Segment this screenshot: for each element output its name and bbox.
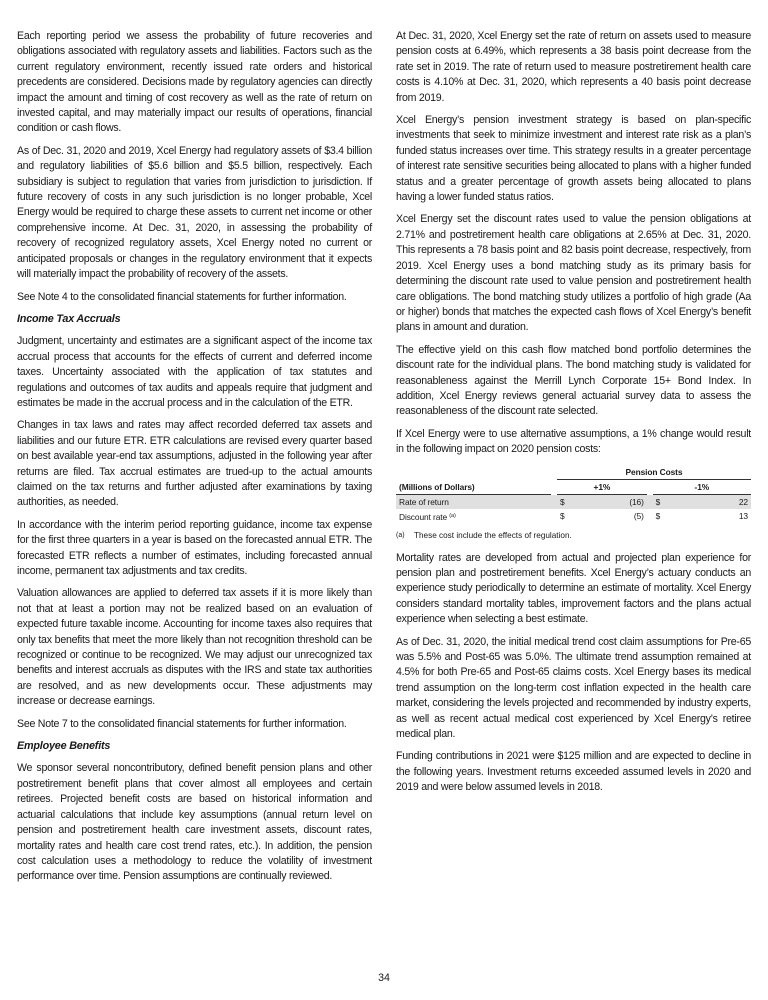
paragraph-funding-contributions: Funding contributions in 2021 were $125 million and are expected to decline in the following years. Investment returns exceeded assumed levels in 2020 and 2019 and were below assumed levels in 2018.	[396, 750, 751, 794]
heading-income-tax-accruals: Income Tax Accruals	[17, 312, 121, 325]
paragraph-regulatory-assessment: Each reporting period we assess the probability of future recoveries and obligations associated with regulatory assets and liabilities. Factors such as the current regulatory environment, recently issued rate orders and historical precedents are considered. Decisions made by regulatory agencies can directly impact the amount and timing of cost recovery as well as the rate of return on invested capital, and may materially impact our results of operations, financial condition or cash flows.	[17, 30, 372, 135]
paragraph-regulatory-assets: As of Dec. 31, 2020 and 2019, Xcel Energy had regulatory assets of $3.4 billion and regulatory liabilities of $5.6 billion and $5.5 billion, respectively. Each subsidiary is subject to regulation that varies from jurisdiction to jurisdiction. If future recovery of costs in any such jurisdiction is no longer probable, Xcel Energy would be required to charge these assets to current net income or other comprehensive income. At Dec. 31, 2020, in assessing the probability of recovery of recognized regulatory assets, Xcel Energy noted no current or anticipated proposals or changes in the regulatory environment that it expects will materially impact the probability of recovery of the assets.	[17, 144, 372, 281]
table-column-header-row	[396, 480, 751, 495]
footnote-ref: (a)	[449, 512, 456, 519]
paragraph-discount-rates: Xcel Energy set the discount rates used to value the pension obligations at 2.71% and postretirement health care obligations at 2.65% at Dec. 31, 2020. This represents a 78 basis point and 82 basis point decrease, respectively, from 2019. Xcel Energy uses a bond matching study as its primary basis for determining the discount rate used to value pension and postretirement health care obligations. The bond matching study utilizes a portfolio of high grade (Aa or higher) bonds that matches the expected cash flows of Xcel Energy’s benefit plans in amount and duration.	[396, 213, 751, 334]
row-label: Discount rate $^{(a)}$	[399, 511, 456, 522]
currency-symbol: $	[655, 511, 661, 522]
table-row	[396, 509, 751, 524]
paragraph-rate-of-return: At Dec. 31, 2020, Xcel Energy set the rate of return on assets used to measure pension costs at 6.49%, which represents a 38 basis point decrease from the rate set in 2019. The rate of return used to measure postretirement health care costs is 4.10% at Dec. 31, 2020, which represents a 40 basis point decrease from 2019.	[396, 30, 751, 104]
row-label: Rate of return	[396, 495, 551, 509]
footnote-text: These cost include the effects of regulation.	[414, 530, 572, 540]
paragraph-valuation-allowances: Valuation allowances are applied to deferred tax assets if it is more likely than not that at least a portion may not be realized based on an evaluation of expected future taxable income. Accounting for income taxes also requires that only tax benefits that meet the more likely than not recognition threshold can be recognized or continue to be recognized. We may adjust our unrecognized tax benefits and interest accruals as disputes with the IRS and state tax authorities are resolved, and as new developments occur. These adjustments may increase or decrease earnings.	[17, 587, 372, 708]
currency-symbol: $	[653, 495, 669, 509]
footnote-mark: (a)	[396, 531, 405, 539]
paragraph-see-note-4: See Note 4 to the consolidated financial statements for further information.	[17, 290, 347, 303]
paragraph-medical-trend: As of Dec. 31, 2020, the initial medical trend cost claim assumptions for Pre-65 was 5.5% and Post-65 was 5.0%. The ultimate trend assumption remained at 4.5% for both Pre-65 and Post-65 claims costs. Xcel Energy bases its medical trend assumption on the long-term cost inflation expected in the health care market, considering the levels projected and recommended by industry experts, as well as recent actual medical cost experienced by Xcel Energy’s retiree medical plan.	[396, 635, 751, 741]
heading-employee-benefits: Employee Benefits	[17, 740, 111, 753]
paragraph-investment-strategy: Xcel Energy’s pension investment strategy is based on plan-specific investments that seek to minimize investment and interest rate risk as a plan’s funded status increases over time. This strategy results in a greater percentage of interest rate sensitive securities being allocated to plans with a higher funded status and a greater percentage of growth assets being allocated to plans having a lower funded status ratios.	[396, 114, 751, 204]
millions-of-dollars-header: (Millions of Dollars)	[396, 480, 551, 495]
minus-one-value: 13	[738, 511, 748, 522]
plus-one-percent-header: +1%	[557, 480, 647, 495]
pension-costs-table	[396, 465, 751, 524]
table-group-header-row	[396, 465, 751, 480]
minus-one-percent-header: -1%	[653, 480, 751, 495]
right-column	[396, 29, 751, 803]
minus-one-value: 22	[668, 495, 751, 509]
left-column	[17, 29, 372, 892]
paragraph-tax-judgment: Judgment, uncertainty and estimates are a significant aspect of the income tax accrual process that accounts for the effects of current and deferred income taxes. Uncertainty associated with the application of tax statutes and regulations and outcomes of tax audits and appeals require that judgment and estimates be made in the accrual process and in the calculation of the ETR.	[17, 335, 372, 409]
page-number: 34	[378, 972, 390, 984]
currency-symbol: $	[559, 511, 565, 522]
paragraph-tax-law-changes: Changes in tax laws and rates may affect recorded deferred tax assets and liabilities and our future ETR. ETR calculations are revised every quarter based on best available year-end tax assumptions, adjusted in the following year after returns are filed. Tax accrual estimates are trued-up to the actual amounts claimed on the tax returns and further adjusted after examinations by taxing authorities, as needed.	[17, 419, 372, 509]
currency-symbol: $	[557, 495, 573, 509]
paragraph-mortality-rates: Mortality rates are developed from actual and projected plan experience for pension plan and postretirement benefits. Xcel Energy’s actuary conducts an experience study periodically to determine an estimate of mortality. Xcel Energy considers standard mortality tables, improvement factors and the plans actual experience when selecting a best estimate.	[396, 551, 751, 626]
pension-costs-header: Pension Costs	[557, 465, 751, 480]
plus-one-value: (16)	[573, 495, 647, 509]
paragraph-alternative-assumptions: If Xcel Energy were to use alternative assumptions, a 1% change would result in the following impact on 2020 pension costs:	[396, 427, 751, 456]
paragraph-effective-yield: The effective yield on this cash flow matched bond portfolio determines the discount rate for the individual plans. The bond matching study is validated for reasonableness against the Merrill Lynch Corporate 15+ Bond Index. In addition, Xcel Energy reviews general actuarial survey data to assess the reasonableness of the discount rate selected.	[396, 343, 751, 418]
paragraph-see-note-7: See Note 7 to the consolidated financial statements for further information.	[17, 717, 347, 730]
paragraph-interim-reporting: In accordance with the interim period reporting guidance, income tax expense for the first three quarters in a year is based on the forecasted annual ETR. The forecasted ETR reflects a number of estimates, including forecasted annual income, permanent tax adjustments and tax credits.	[17, 518, 372, 577]
paragraph-benefit-plans: We sponsor several noncontributory, defined benefit pension plans and other postretirement benefit plans that cover almost all employees and certain retirees. Projected benefit costs are based on historical information and actuarial calculations that include key assumptions (annual return level on pension and postretirement health care investment assets, discount rates, mortality rates and health care cost trend rates, etc.). In addition, the pension cost calculation uses a methodology to reduce the volatility of investment performance over time. Pension assumptions are continually reviewed.	[17, 762, 372, 883]
plus-one-value: (5)	[633, 511, 644, 522]
table-row	[396, 495, 751, 509]
table-footnote	[396, 530, 751, 542]
